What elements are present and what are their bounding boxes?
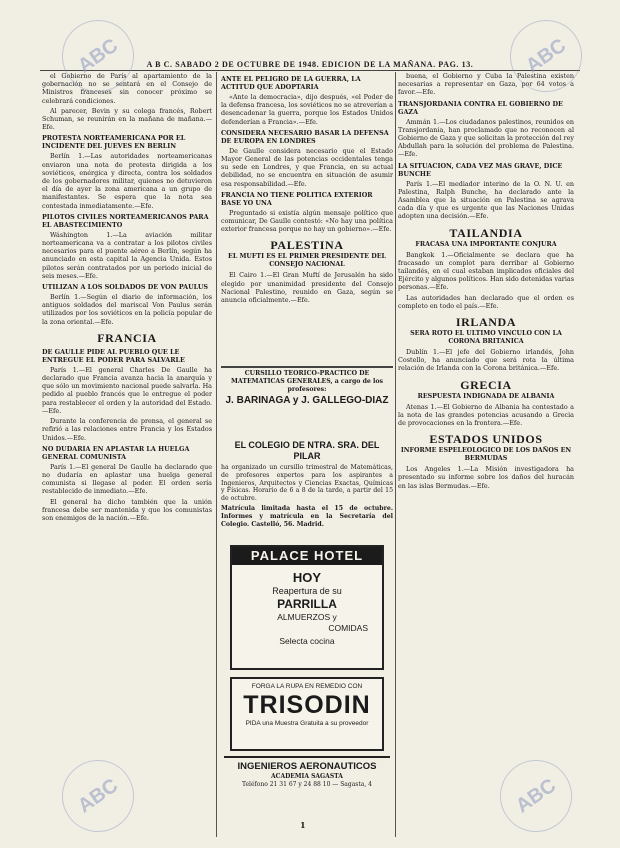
headline: INFORME ESPELEOLOGICO DE LOS DAÑOS EN BERMUDAS (400, 447, 572, 463)
academy-phone: Teléfono 21 31 67 y 24 88 10 — Sagasta, 4 (241, 781, 373, 788)
trisodin-advertisement (230, 677, 384, 751)
course-advertisement (221, 370, 393, 440)
academy-title: INGENIEROS AERONAUTICOS (237, 761, 377, 772)
hotel-comidas: COMIDAS (328, 623, 368, 633)
trisodin-brand: TRISODIN (243, 691, 371, 719)
abc-watermark: ABC (48, 6, 148, 106)
academy-advertisement (224, 756, 390, 799)
article-text: Ammán 1.—Los ciudadanos palestinos, reunidos en Transjordania, han proclamado que no reconocen al Gobierno de Gaza y que solicitan la protección del rey Abdullah para la solución del problema de Palestina.—Efe. (398, 117, 574, 159)
abc-watermark: ABC (48, 746, 148, 846)
ad-rule (221, 366, 393, 368)
article-text: Dublín 1.—El jefe del Gobierno irlandés, John Costello, ha anunciado que será rota la última relación de Irlanda con la Corona británica.—Efe. (398, 348, 574, 373)
colegio-enrollment: Matrícula limitada hasta el 15 de octubre. Informes y matrícula en la Secretaría del Colegio. Castelló, 56. Madrid. (221, 504, 393, 528)
palace-hotel-advertisement (230, 545, 384, 670)
hotel-hoy: HOY (292, 570, 322, 585)
colegio-name: EL COLEGIO DE NTRA. SRA. DEL PILAR (234, 440, 380, 461)
article-text: Durante la conferencia de prensa, el general se refirió a las relaciones entre Francia y los Estados Unidos.—Efe. (42, 417, 212, 442)
article-text: París 1.—El mediador interino de la O. N. U. en Palestina, Ralph Bunche, ha declarado ante la Asamblea que la situación en Palestina se agrava cada día y que es urgente que las Naciones Unidas adopten una decisión.—Efe. (398, 179, 574, 221)
article-text: Bangkok 1.—Oficialmente se declara que ha fracasado un complot para derribar al Gobierno tailandés, en el cual estaban implicados oficiales del Ejército y algunos políticos. Han sido detenidas varias personas.—Efe. (398, 250, 574, 292)
article-text: buena, el Gobierno y Cuba la Palestina existen necesarias a representar en Gaza, por 64 votos a favor.—Efe. (398, 72, 574, 97)
section-title-palestina: PALESTINA (270, 238, 344, 253)
hotel-name: PALACE HOTEL (232, 547, 382, 565)
headline: RESPUESTA INDIGNADA DE ALBANIA (417, 392, 555, 400)
colegio-advertisement (221, 440, 393, 538)
column-left (42, 72, 212, 837)
hotel-reopening: Reapertura de su (272, 586, 342, 596)
course-teachers: J. BARINAGA y J. GALLEGO-DIAZ (225, 395, 389, 407)
article-text: Wáshington 1.—La aviación militar norteamericana va a contratar a los pilotos civiles necesarios para el puente aéreo a Berlín, según ha anunciado en esta capital la Agencia Unida. Estos pilotos serán contratados por un periodo inicial de seis meses.—Efe. (42, 230, 212, 280)
page-folio: 1 (300, 820, 306, 830)
article-text: El general ha dicho también que la unión francesa debe ser mantenida y que los comunistas son enemigos de la nación.—Efe. (42, 497, 212, 522)
article-text: Las autoridades han declarado que el orden es completo en todo el país.—Efe. (398, 293, 574, 310)
page-header: A B C. SABADO 2 DE OCTUBRE DE 1948. EDICION DE LA MAÑANA. PAG. 13. (146, 60, 474, 69)
headline: FRANCIA NO TIENE POLITICA EXTERIOR BASE YO UNA (221, 190, 373, 207)
colegio-description: ha organizado un cursillo trimestral de Matemáticas, de profesores expertos para los aspirantes a Ingenieros, Arquitectos y Ciencias Exactas, Químicas y Físicas. Horario de 6 a 8 de la tarde, a partir del 15 de octubre. (221, 464, 393, 503)
headline: NO DUDARIA EN APLASTAR LA HUELGA GENERAL COMUNISTA (42, 444, 190, 461)
article-text: Berlín 1.—Las autoridades norteamericanas enviaron una nota de protesta dirigida a los soviéticos, enérgica y directa, contra los soldados de los gobernadores militar, quienes no detuvieron el día de ayer la zona americana a un grupo de manifestantes. Se espera que la nota sea contestada inmediatamente.—Efe. (42, 152, 212, 210)
headline: TRANSJORDANIA CONTRA EL GOBIERNO DE GAZA (398, 99, 563, 116)
article-text: Los Angeles 1.—La Misión investigadora ha presentado su informe sobre los daños del huracán en las islas Bermudas.—Efe. (398, 465, 574, 490)
headline: PROTESTA NORTEAMERICANA POR EL INCIDENTE DEL JUEVES EN BERLIN (42, 134, 186, 151)
hotel-almuerzos: ALMUERZOS y (277, 612, 337, 622)
article-text: Preguntado si existía algún mensaje político que comunicar, De Gaulle contestó: «No hay una política exterior francesa porque no hay un gobierno».—Efe. (221, 208, 393, 234)
section-title-estados-unidos: ESTADOS UNIDOS (429, 432, 543, 447)
article-text: «Ante la democracia», dijo después, «el Poder de la defensa francesa, los soviéticos no se atreverían a desencadenar la guerra, porque los Estados Unidos defenderían a Francia».—Efe. (221, 93, 393, 126)
headline: SERA ROTO EL ULTIMO VINCULO CON LA CORONA BRITANICA (410, 330, 562, 346)
article-text: Al parecer, Bevin y su colega francés, Robert Schuman, se reunirán en la mañana de mañana.—Efe. (42, 106, 212, 132)
headline: PILOTOS CIVILES NORTEAMERICANOS PARA EL ABASTECIMIENTO (42, 212, 209, 229)
headline: FRACASA UNA IMPORTANTE CONJURA (415, 240, 557, 248)
hotel-cocina: Selecta cocina (279, 636, 335, 646)
abc-watermark: ABC (496, 6, 596, 106)
hotel-parrilla: PARRILLA (277, 597, 337, 611)
headline: DE GAULLE PIDE AL PUEBLO QUE LE ENTREGUE EL PODER PARA SALVARLE (42, 347, 185, 364)
trisodin-tagline: FORGA LA RUPA EN REMEDIO CON (251, 683, 363, 690)
section-title-grecia: GRECIA (460, 377, 512, 392)
section-title-irlanda: IRLANDA (455, 315, 517, 330)
headline: LA SITUACION, CADA VEZ MAS GRAVE, DICE BUNCHE (398, 161, 563, 178)
abc-watermark: ABC (486, 746, 586, 846)
article-text: el Gobierno de París al apartamiento de la gobernación no se sentará en el Consejo de Ministros franceses sin conocer próximo se celebrará condiciones. (42, 72, 212, 105)
article-text: Berlín 1.—Según el diario de información, los antiguos soldados del mariscal Von Paulus serán utilizados por los soviéticos en la policía popular de la zona oriental.—Efe. (42, 293, 212, 326)
section-title-francia: FRANCIA (97, 330, 157, 345)
trisodin-sample: PIDA una Muestra Gratuita a su proveedor (245, 720, 369, 727)
headline: CONSIDERA NECESARIO BASAR LA DEFENSA DE EUROPA EN LONDRES (221, 128, 389, 145)
article-text: París 1.—El general Charles De Gaulle ha declarado que Francia avanza hacia la anarquía y que sólo un movimiento nacional puede salvarla. Ha pedido al pueblo francés que le entregue el poder para restablecer el orden y la autoridad del Estado.—Efe. (42, 365, 212, 415)
article-text: De Gaulle considera necesario que el Estado Mayor General de las potencias occidentales tenga su sede en Londres, y que Francia, en su actual debilidad, no se encuentra en situación de asumir esa responsabilidad.—Efe. (221, 146, 393, 188)
headline: EL MUFTI ES EL PRIMER PRESIDENTE DEL CONSEJO NACIONAL (228, 253, 386, 269)
headline: ANTE EL PELIGRO DE LA GUERRA, LA ACTITUD QUE ADOPTARIA (221, 75, 361, 91)
academy-name: ACADEMIA SAGASTA (271, 773, 343, 780)
article-text: El Cairo 1.—El Gran Muftí de Jerusalén ha sido elegido por unanimidad presidente del Consejo Nacional Palestino, reunido en Gaza, según se anuncia oficialmente.—Efe. (221, 271, 393, 305)
article-text: Atenas 1.—El Gobierno de Albania ha contestado a la nota de las grandes potencias acusando a Grecia de provocaciones en la frontera.—Efe. (398, 402, 574, 428)
headline: UTILIZAN A LOS SOLDADOS DE VON PAULUS (42, 283, 209, 292)
column-middle (221, 72, 393, 364)
section-title-tailandia: TAILANDIA (449, 225, 523, 240)
column-right (398, 72, 574, 837)
course-title: CURSILLO TEORICO-PRACTICO DE MATEMATICAS GENERALES, a cargo de los profesores: (231, 370, 383, 393)
column-divider (216, 72, 217, 837)
column-divider (395, 72, 396, 837)
article-text: París 1.—El general De Gaulle ha declarado que no dudaría en aplastar una huelga general comunista si llegase al poder. El orden sería restablecido de inmediato.—Efe. (42, 462, 212, 496)
